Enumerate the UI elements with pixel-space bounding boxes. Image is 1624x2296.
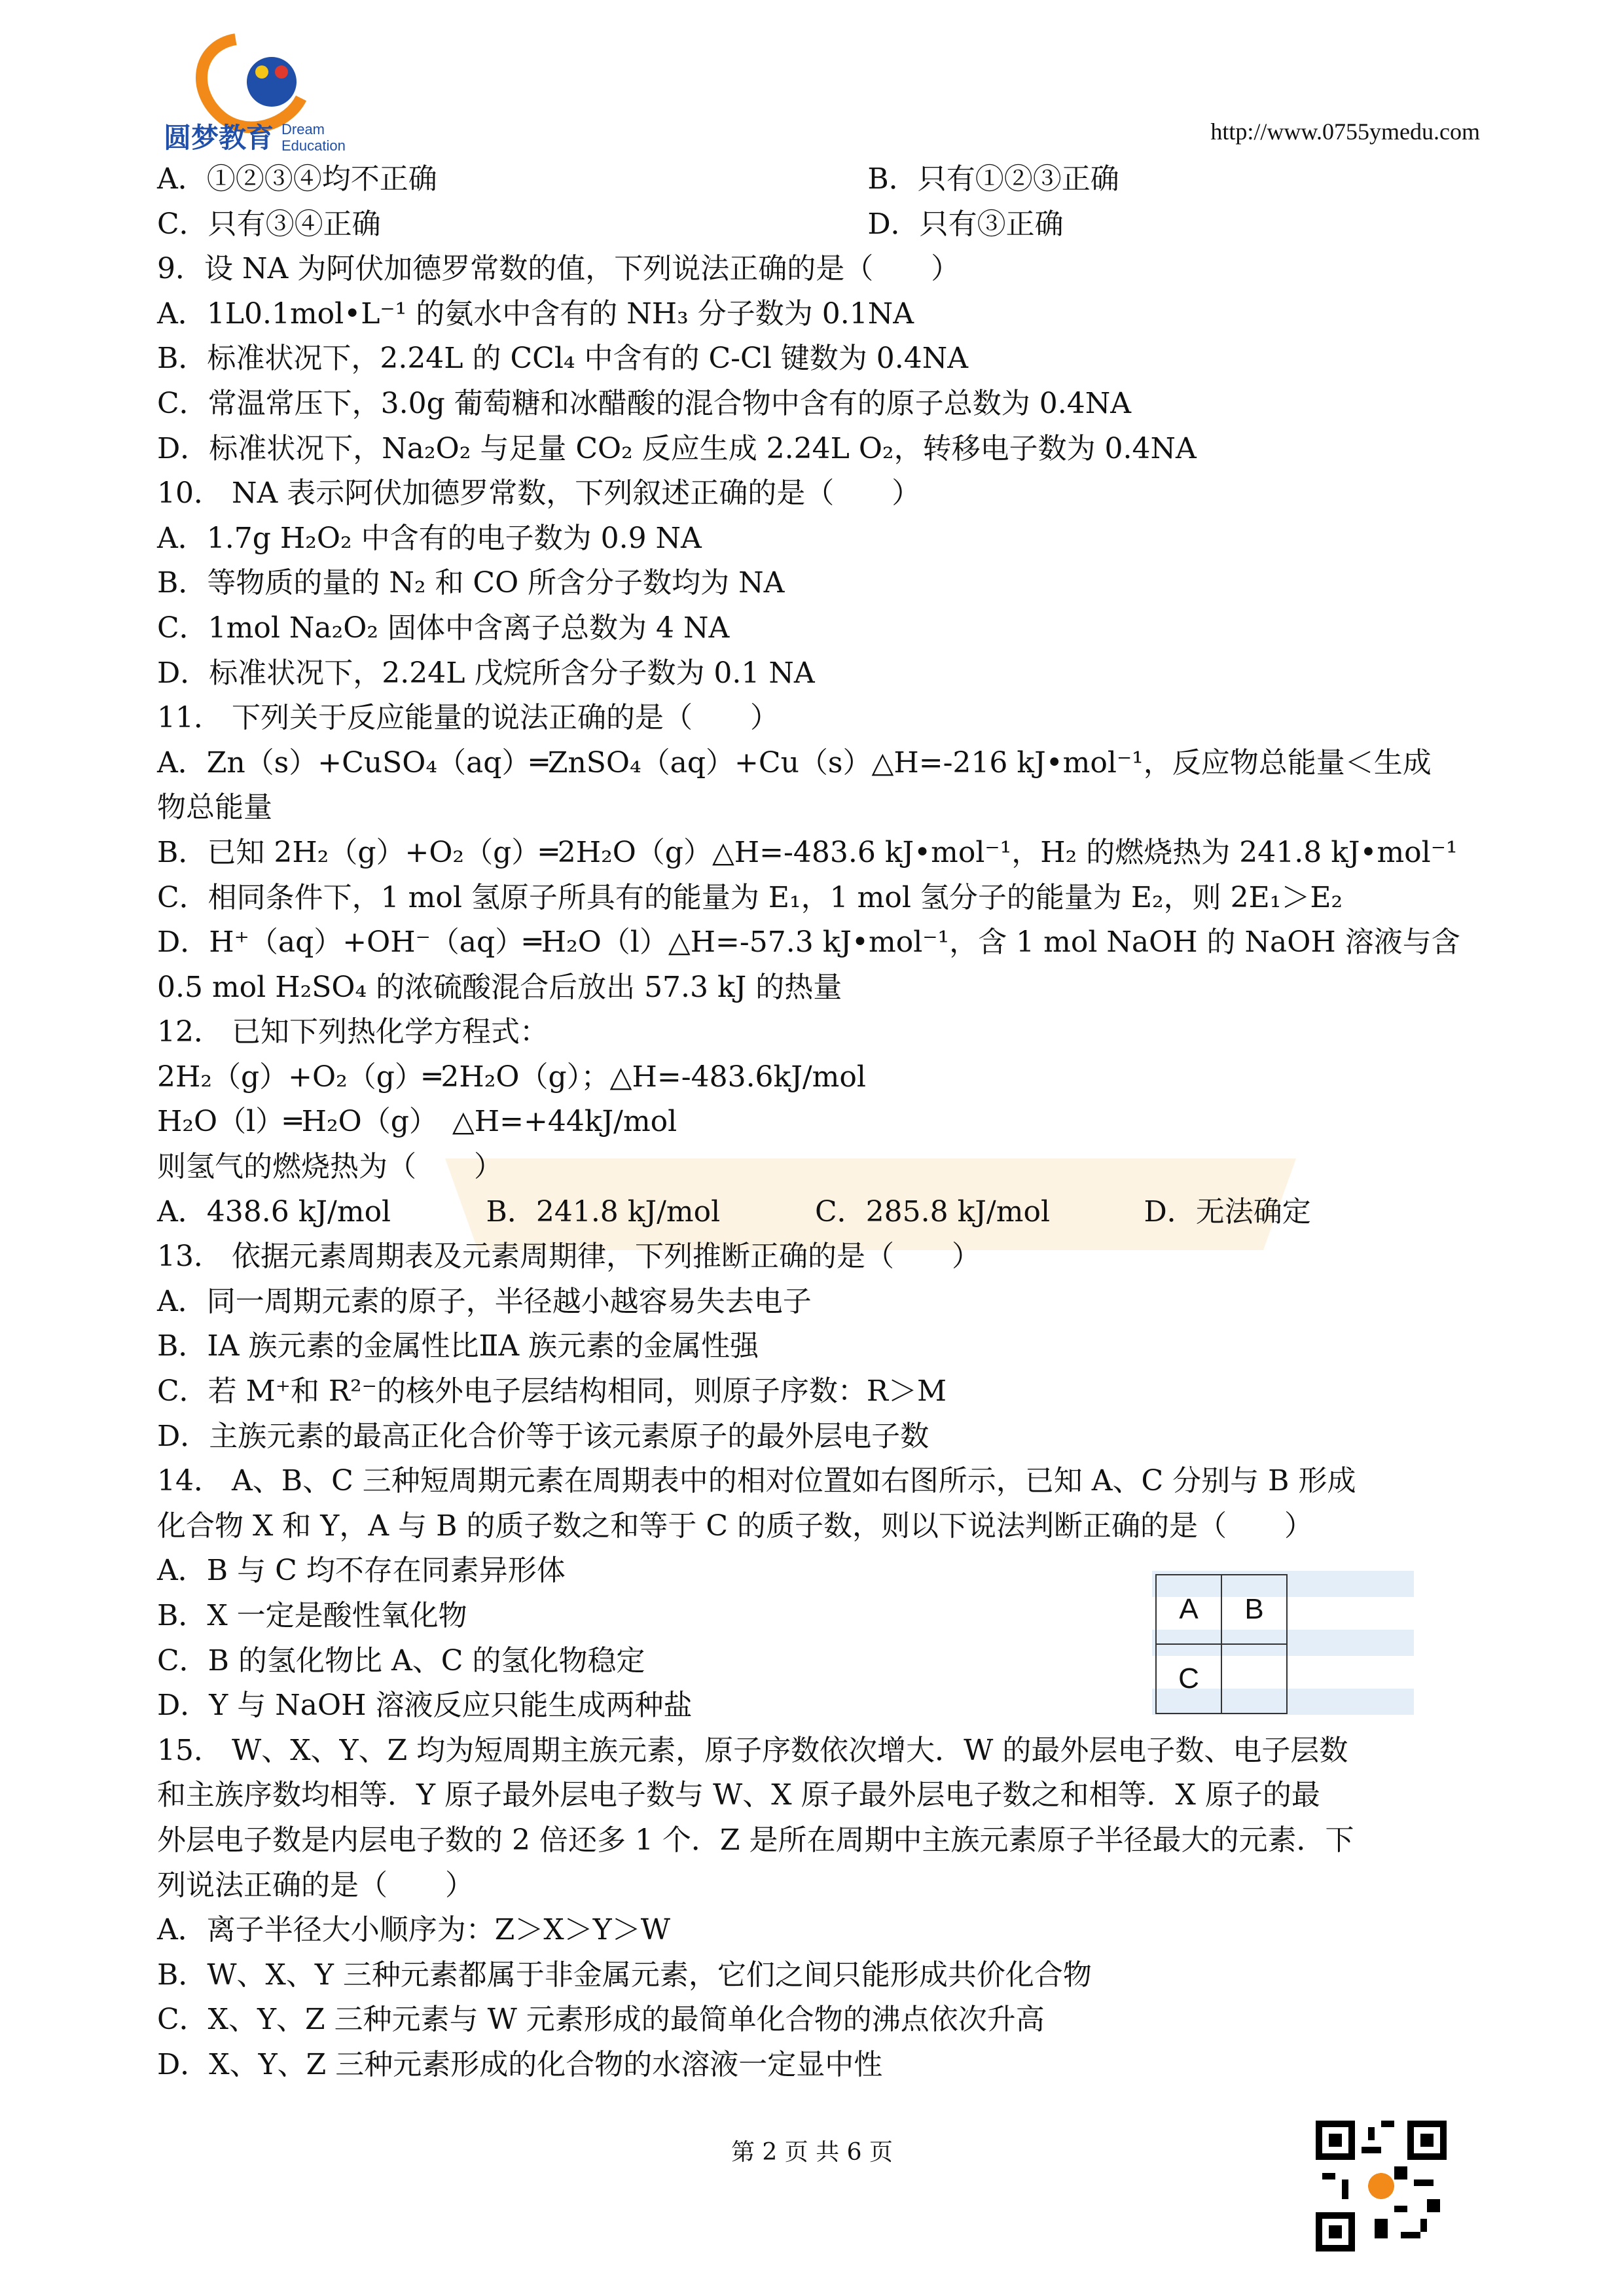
text-line: 2H₂（g）+O₂（g）═2H₂O（g）；△H=-483.6kJ/mol [157, 1060, 866, 1094]
text-line: B．W、X、Y 三种元素都属于非金属元素，它们之间只能形成共价化合物 [157, 1958, 1092, 1992]
text-line: C．1mol Na₂O₂ 固体中含离子总数为 4 NA [157, 611, 730, 645]
logo-cn-text: 圆梦教育 [164, 122, 274, 154]
text-line: 0.5 mol H₂SO₄ 的浓硫酸混合后放出 57.3 kJ 的热量 [157, 970, 842, 1004]
text-line: A．同一周期元素的原子，半径越小越容易失去电子 [157, 1284, 812, 1318]
text-line: 11． 下列关于反应能量的说法正确的是（ ） [157, 701, 779, 735]
question-content [157, 157, 1473, 2088]
option-text: C．只有③④正确 [157, 207, 381, 241]
option-row [157, 157, 1473, 202]
text-line: D．X、Y、Z 三种元素形成的化合物的水溶液一定显中性 [157, 2047, 883, 2081]
text-line: 和主族序数均相等．Y 原子最外层电子数与 W、X 原子最外层电子数之和相等．X 原子的最 [157, 1778, 1320, 1812]
text-line: A．Zn（s）+CuSO₄（aq）═ZnSO₄（aq）+Cu（s）△H=-216 kJ•mol⁻¹，反应物总能量＜生成 [157, 745, 1432, 780]
option-text: D．只有③正确 [867, 207, 1064, 241]
text-line: C．B 的氢化物比 A、C 的氢化物稳定 [157, 1643, 645, 1677]
logo-en-text-2: Education [281, 137, 346, 154]
option-row [157, 1190, 1473, 1235]
text-line: 化合物 X 和 Y，A 与 B 的质子数之和等于 C 的质子数，则以下说法判断正确的是（ ） [157, 1509, 1314, 1543]
logo-globe [247, 57, 297, 107]
table-cell-empty [1221, 1644, 1287, 1713]
text-line: A．1L0.1mol•L⁻¹ 的氨水中含有的 NH₃ 分子数为 0.1NA [157, 296, 914, 331]
logo-figure [275, 65, 288, 79]
option-text: B．241.8 kJ/mol [486, 1194, 721, 1229]
text-line: H₂O（l）═H₂O（g） △H=+44kJ/mol [157, 1105, 677, 1139]
logo-figure [255, 65, 268, 79]
text-line: A．离子半径大小顺序为：Z＞X＞Y＞W [157, 1913, 670, 1947]
logo-en-text-1: Dream [281, 121, 325, 137]
text-line: D．主族元素的最高正化合价等于该元素原子的最外层电子数 [157, 1419, 929, 1453]
text-line: B．ⅠA 族元素的金属性比ⅡA 族元素的金属性强 [157, 1329, 759, 1363]
text-line: 9．设 NA 为阿伏加德罗常数的值，下列说法正确的是（ ） [157, 252, 960, 286]
text-line: B．已知 2H₂（g）+O₂（g）═2H₂O（g）△H=-483.6 kJ•mol⁻¹，H₂ 的燃烧热为 241.8 kJ•mol⁻¹ [157, 835, 1458, 869]
element-position-table [1155, 1574, 1288, 1714]
text-line: A．B 与 C 均不存在同素异形体 [157, 1554, 566, 1588]
option-text: D．无法确定 [1144, 1194, 1311, 1229]
header-url[interactable]: http://www.0755ymedu.com [1210, 118, 1480, 145]
text-line: B．等物质的量的 N₂ 和 CO 所含分子数均为 NA [157, 566, 785, 600]
option-row [157, 202, 1473, 247]
text-line: 15． W、X、Y、Z 均为短周期主族元素，原子序数依次增大．W 的最外层电子数、电子层数 [157, 1733, 1348, 1767]
option-text: A．438.6 kJ/mol [157, 1194, 391, 1229]
text-line: C．X、Y、Z 三种元素与 W 元素形成的最简单化合物的沸点依次升高 [157, 2003, 1045, 2037]
table-cell-b: B [1221, 1575, 1287, 1644]
text-line: 10． NA 表示阿伏加德罗常数，下列叙述正确的是（ ） [157, 476, 921, 511]
text-line: 外层电子数是内层电子数的 2 倍还多 1 个．Z 是所在周期中主族元素原子半径最大的元素．下 [157, 1823, 1354, 1857]
text-line: B．X 一定是酸性氧化物 [157, 1599, 467, 1632]
table-cell-a: A [1156, 1575, 1221, 1644]
text-line: A．1.7g H₂O₂ 中含有的电子数为 0.9 NA [157, 521, 702, 555]
text-line: D．标准状况下，Na₂O₂ 与足量 CO₂ 反应生成 2.24L O₂，转移电子数为 0.4NA [157, 431, 1197, 465]
option-text: B．只有①②③正确 [867, 162, 1119, 196]
text-line: C．若 M⁺和 R²⁻的核外电子层结构相同，则原子序数：R＞M [157, 1374, 947, 1408]
page-number: 第 2 页 共 6 页 [731, 2139, 893, 2166]
text-line: D．H⁺（aq）+OH⁻（aq）═H₂O（l）△H=-57.3 kJ•mol⁻¹，含 1 mol NaOH 的 NaOH 溶液与含 [157, 925, 1460, 960]
text-line: C．常温常压下，3.0g 葡萄糖和冰醋酸的混合物中含有的原子总数为 0.4NA [157, 386, 1132, 420]
logo [157, 26, 367, 157]
text-line: C．相同条件下，1 mol 氢原子所具有的能量为 E₁，1 mol 氢分子的能量为 E₂，则 2E₁＞E₂ [157, 880, 1343, 914]
option-text: C．285.8 kJ/mol [815, 1194, 1051, 1229]
qr-code-icon [1316, 2121, 1447, 2251]
text-line: D．Y 与 NaOH 溶液反应只能生成两种盐 [157, 1689, 693, 1723]
text-line: 13． 依据元素周期表及元素周期律，下列推断正确的是（ ） [157, 1240, 981, 1274]
option-text: A．①②③④均不正确 [157, 162, 437, 196]
text-line: 12． 已知下列热化学方程式： [157, 1015, 549, 1049]
text-line: D．标准状况下，2.24L 戊烷所含分子数为 0.1 NA [157, 656, 815, 690]
text-line: B．标准状况下，2.24L 的 CCl₄ 中含有的 C-Cl 键数为 0.4NA [157, 342, 969, 376]
text-line: 14． A、B、C 三种短周期元素在周期表中的相对位置如右图所示，已知 A、C 分别与 B 形成 [157, 1464, 1356, 1498]
text-line: 列说法正确的是（ ） [157, 1868, 474, 1902]
text-line: 物总能量 [157, 791, 272, 825]
table-cell-c: C [1156, 1644, 1221, 1713]
text-line: 则氢气的燃烧热为（ ） [157, 1150, 503, 1184]
